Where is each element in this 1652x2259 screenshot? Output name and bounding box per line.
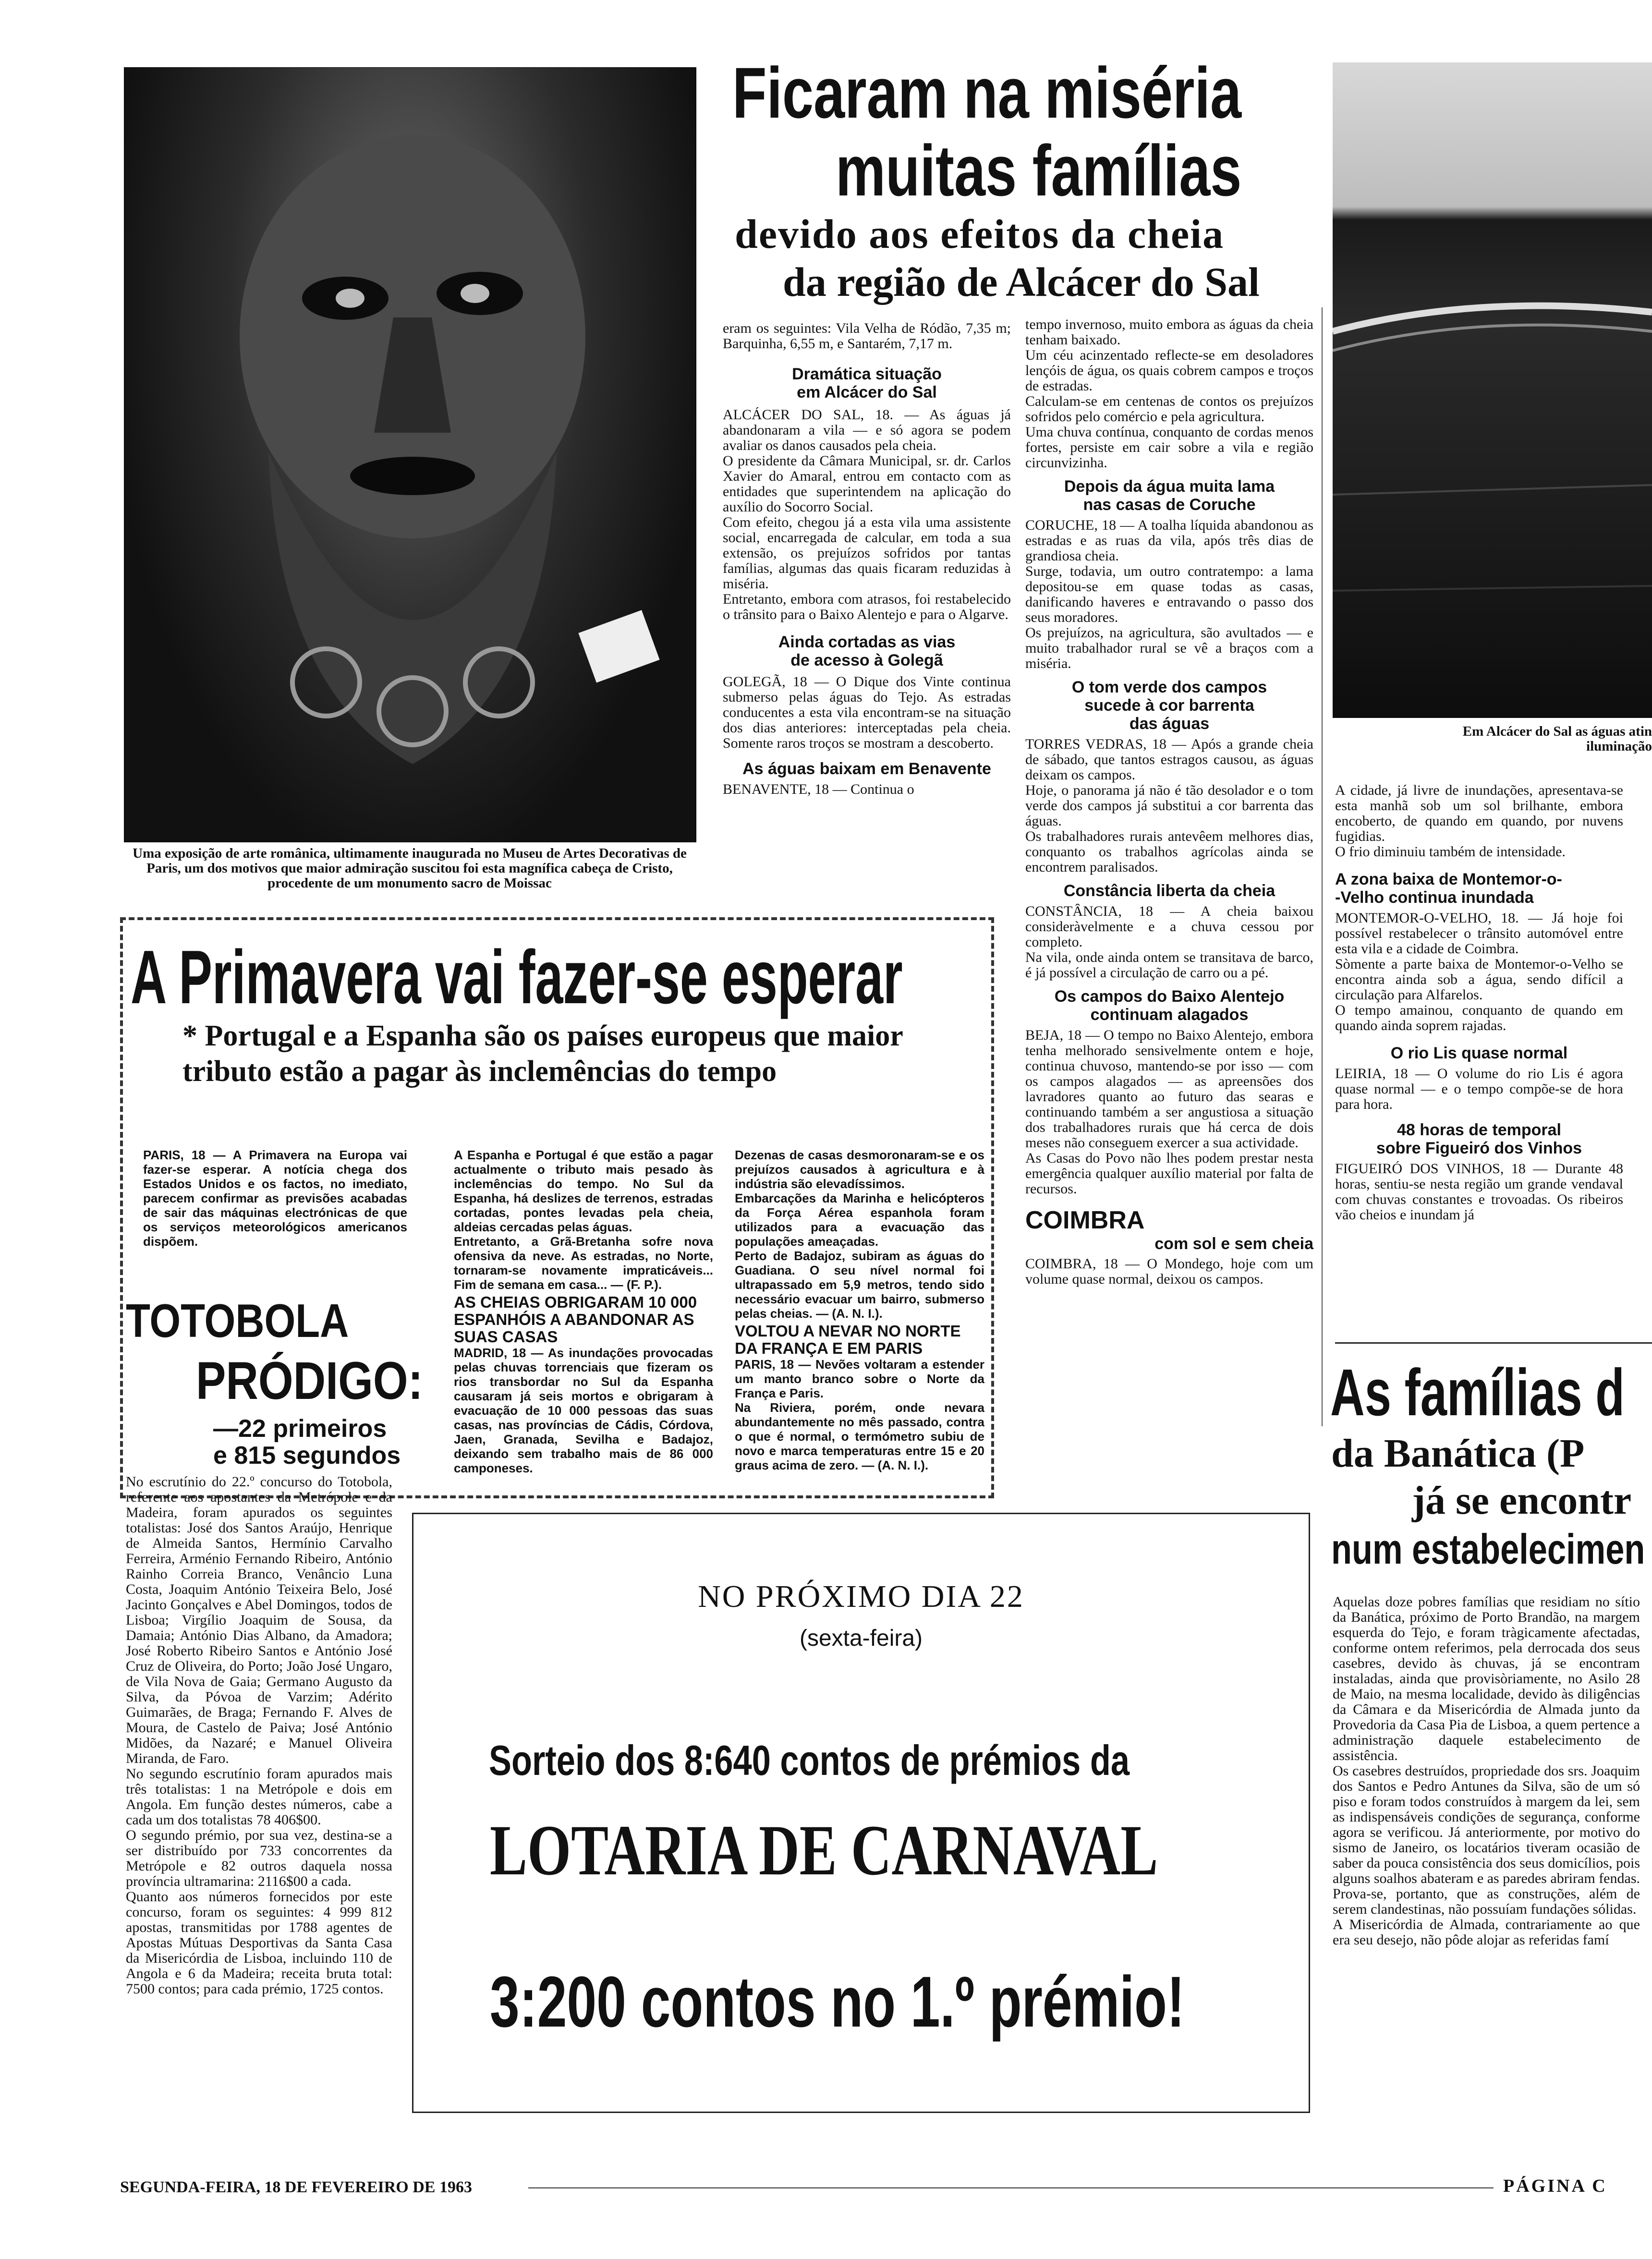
alcacer-flood-photo <box>1333 62 1652 718</box>
subhead-figueiro: 48 horas de temporal sobre Figueiró dos Vinhos <box>1376 1121 1582 1157</box>
totobola-text: No escrutínio do 22.º concurso do Totobola, referente aos apostantes da Metrópole e da Madeira, foram apurados os seguintes totalistas: José dos Santos Araújo, Henrique de Almeida Santos, Hermínio Carvalho Ferreira, Arménio Fernando Ribeiro, António Rainho Correia Branco, Venâncio Luna Costa, Joaquim António Teixeira Belo, José Jacinto Gonçalves e Abel Domingos, todos de Lisboa; Virgílio Joaquim de Sousa, da Damaia; António Dias Albano, da Amadora; José Roberto Ribeiro Santos e António José Cruz de Oliveira, do Porto; João José Ungaro, de Vila Nova de Gaia; Germano Augusto da Silva, da Póvoa de Varzim; Adérito Guimarães, de Braga; Fernando F. Alves de Moura, de Castelo de Paiva; José António Midões, da Nazaré; e Manuel Oliveira Miranda, de Faro. No segundo escrutínio foram apurados mais três totalistas: 1 na Metrópole e dois em Angola. Em função destes números, cabe a cada um dos totalistas 78 406$00. O segundo prémio, por sua vez, destina-se a ser distribuído por 733 concorrentes da Metrópole e 82 outros daquela nossa província ultramarina: 2116$00 a cada. Quanto aos números fornecidos por este concurso, foram os seguintes: 4 999 812 apostas, transmitidas por 1788 agentes de Apostas Mútuas Desportivas da Santa Casa da Misericórdia de Lisboa, incluindo 110 de Angola e 6 da Madeira; receita bruta total: 7500 contos; para cada prémio, 1725 contos. <box>126 1474 392 1997</box>
alcacer-text: ALCÁCER DO SAL, 18. — As águas já abandonaram a vila — e só agora se podem avaliar os danos causados pela cheia. O presidente da Câmara Municipal, sr. dr. Carlos Xavier do Amaral, entrou em contacto com as entidades que superintendem na aplicação do auxílio do Socorro Social. Com efeito, chegou já a esta vila uma assistente social, encarregada de calcular, em toda a sua extensão, os prejuízos sofridos por tantas famílias, algumas das quais ficaram reduzidas à miséria. Entretanto, embora com atrasos, foi restabelecido o trânsito para o Baixo Alentejo e para o Algarve. <box>723 407 1011 622</box>
coimbra-subhead: com sol e sem cheia <box>1154 1235 1313 1253</box>
main-story-col2 <box>1025 317 1313 1287</box>
subhead-montemor: A zona baixa de Montemor-o- -Velho continua inundada <box>1335 870 1562 907</box>
primavera-deck-text: Portugal e a Espanha são os países europeus que maior tributo estão a pagar às inclemências do tempo <box>182 1020 903 1088</box>
torres-vedras-text: TORRES VEDRAS, 18 — Após a grande cheia de sábado, que tantos estragos causou, as águas deixam os campos. Hoje, o panorama já não é tão desolador e o tom verde dos campos já substitui a cor barrenta das águas. Os trabalhadores rurais antevêem melhores dias, conquanto os trabalhos agrícolas ainda se encontrem paralisados. <box>1025 737 1313 875</box>
lotaria-sorteio: Sorteio dos 8:640 contos de prémios da <box>489 1737 1130 1784</box>
deck-bullet: * <box>182 1020 205 1052</box>
main-deck-line1: devido aos efeitos da cheia <box>735 211 1225 257</box>
totobola-body <box>126 1474 392 2151</box>
subhead-baixo-alentejo: Os campos do Baixo Alentejo continuam alagados <box>1054 987 1285 1024</box>
banatica-body <box>1333 1594 1640 2161</box>
right-column <box>1335 783 1623 1223</box>
column-separator <box>1322 307 1323 1426</box>
france-snow-head: VOLTOU A NEVAR NO NORTE DA FRANÇA E EM PARIS <box>735 1322 961 1357</box>
christ-head-photo <box>124 67 696 842</box>
lotaria-date: NO PRÓXIMO DIA 22 <box>698 1579 1024 1614</box>
primavera-headline: A Primavera vai fazer-se esperar <box>131 935 903 1020</box>
prodigo-head: PRÓDIGO: <box>196 1351 423 1410</box>
constancia-text: CONSTÂNCIA, 18 — A cheia baixou consideràvelmente e a chuva cessou por completo. Na vila, onde ainda ontem se transitava de barco, é já possível a circulação de carro ou a pé. <box>1025 904 1313 981</box>
main-deck-line2: da região de Alcácer do Sal <box>783 259 1260 305</box>
primavera-paris-text: PARIS, 18 — A Primavera na Europa vai fazer-se esperar. A notícia chega dos Estados Unidos e os factos, no imediato, parecem confirmar as previsões acabadas de sair das máquinas electrónicas de que os serviços meteorológicos americanos dispõem. <box>143 1148 407 1249</box>
primavera-col1 <box>143 1148 407 1249</box>
main-story-col1 <box>723 321 1011 797</box>
main-headline-line2: muitas famílias <box>836 130 1242 211</box>
col1-intro: eram os seguintes: Vila Velha de Ródão, 7,35 m; Barquinha, 6,55 m, e Santarém, 7,17 m. <box>723 321 1011 352</box>
golega-text: GOLEGÃ, 18 — O Dique dos Vinte continua submerso pelas águas do Tejo. As estradas conducentes a esta vila encontram-se na situação dos dias anteriores: interceptadas pela cheia. Somente raros troços se mostram a descoberto. <box>723 674 1011 751</box>
footer-page: PÁGINA C <box>1503 2176 1607 2196</box>
beja-text: BEJA, 18 — O tempo no Baixo Alentejo, embora tenha melhorado sensivelmente ontem e hoje, continua chuvoso, mantendo-se por isso — com os campos alagados — as apreensões dos lavradores quanto ao futuro das searas e continuando também a ser angustiosa a situação dos trabalhadores rurais que há cerca de dois meses não conseguem exercer a sua actividade. As Casas do Povo não lhes podem prestar nesta emergência qualquer auxílio material por falta de recursos. <box>1025 1028 1313 1197</box>
banatica-head1: As famílias d <box>1330 1356 1625 1430</box>
montemor-text: MONTEMOR-O-VELHO, 18. — Já hoje foi possível restabelecer o trânsito automóvel entre esta vila e a cidade de Coimbra. Sòmente a parte baixa de Montemor-o-Velho se encontra ainda sob a água, sendo difícil a circulação para Alfarelos. O tempo amainou, conquanto de quando em quando ainda soprem rajadas. <box>1335 911 1623 1033</box>
lotaria-weekday: (sexta-feira) <box>799 1626 923 1651</box>
coruche-text: CORUCHE, 18 — A toalha líquida abandonou as estradas e as ruas da vila, após três dias de grandiosa cheia. Surge, todavia, um outro contratempo: a lama depositou-se em quase todas as casas, danificando haveres e entravando o passo dos seus moradores. Os prejuízos, na agricultura, são avultados — e muito trabalhador rural se vê a braços com a miséria. <box>1025 518 1313 671</box>
banatica-text: Aquelas doze pobres famílias que residiam no sítio da Banática, próximo de Porto Brandão, na margem esquerda do Tejo, e foram tràgicamente afectadas, conforme ontem referimos, pela derrocada dos seus casebres, devido às chuvas, já se encontram instaladas, ainda que provisòriamente, no Asilo 28 de Maio, na mesma localidade, devido às diligências da Câmara e da Misericórdia de Almada junto da Provedoria da Casa Pia de Lisboa, a quem pertence a administração daquele estabelecimento de assistência. Os casebres destruídos, propriedade dos srs. Joaquim dos Santos e Pedro Antunes da Silva, são de um só piso e foram todos construídos à margem da lei, sem as indispensáveis condições de segurança, conforme agora se verificou. Já anteriormente, por motivo do sismo de Janeiro, os locatários tiveram ocasião de saber da pouca consistência dos seus domicílios, pois alguns soalhos abateram e as paredes abriram fendas. Prova-se, portanto, que as construções, além de serem clandestinas, não possuíam fundações sólidas. A Misericórdia de Almada, contrariamente ao que era seu desejo, não pôde alojar as referidas famí <box>1333 1594 1640 1948</box>
guadiana-text: Dezenas de casas desmoronaram-se e os prejuízos causados à agricultura e à indústria são elevadíssimos. Embarcações da Marinha e helicópteros da Força Aérea espanhola foram utilizados para a evacuação das populações ameaçadas. Perto de Badajoz, subiram as águas do Guadiana. O seu nível normal foi ultrapassado em 5,9 metros, tendo sido necessário evacuar um bairro, submerso pelas cheias. — (A. N. I.). <box>735 1148 984 1321</box>
alcacer-flood-caption: Em Alcácer do Sal as águas atin iluminação <box>1462 724 1652 754</box>
primavera-deck <box>182 1018 970 1089</box>
footer-date: SEGUNDA-FEIRA, 18 DE FEVEREIRO DE 1963 <box>120 2178 472 2196</box>
christ-head-caption: Uma exposição de arte românica, ultimamente inaugurada no Museu de Artes Decorativas de Paris, um dos motivos que maior admiração suscitou foi esta magnífica cabeça de Cristo, procedente de um monumento sacro de Moissac <box>133 846 687 891</box>
primavera-col3 <box>735 1148 984 1472</box>
primavera-spain-text: A Espanha e Portugal é que estão a pagar actualmente o tributo mais pesado às inclemências do tempo. No Sul da Espanha, há deslizes de terrenos, estradas cortadas, pontes levadas pela cheia, aldeias cercadas pelas águas. Entretanto, a Grã-Bretanha sofre nova ofensiva da neve. As estradas, no Norte, tornaram-se novamente impraticáveis... Fim de semana em casa... — (F. P.). <box>454 1148 713 1292</box>
leiria-text: LEIRIA, 18 — O volume do rio Lis é agora quase normal — e o tempo compõe-se de hora para hora. <box>1335 1066 1623 1112</box>
lotaria-premio: 3:200 contos no 1.º prémio! <box>490 1961 1185 2042</box>
benavente-text: BENAVENTE, 18 — Continua o <box>723 782 914 797</box>
christ-head-sculpture-icon <box>124 68 696 842</box>
coimbra-city-text: A cidade, já livre de inundações, apresentava-se esta manhã sob um sol brilhante, embora encoberto, de quando em quando, por nuvens fugidias. O frio diminuiu também de intensidade. <box>1335 783 1623 860</box>
col2-text1: tempo invernoso, muito embora as águas da cheia tenham baixado. Um céu acinzentado reflecte-se em desoladores lençóis de água, os quais cobrem campos e troços de estradas. Calculam-se em centenas de contos os prejuízos sofridos pelo comércio e pela agricultura. Uma chuva contínua, conquanto de cordas menos fortes, persiste em cair sobre a vila e região circunvizinha. <box>1025 317 1313 471</box>
subhead-constancia: Constância liberta da cheia <box>1063 882 1275 900</box>
figueiro-text: FIGUEIRÓ DOS VINHOS, 18 — Durante 48 horas, sentiu-se nesta região um grande vendaval com chuvas constantes e trovoadas. Os ribeiros vão cheios e inundam já <box>1335 1161 1623 1223</box>
bridge-icon <box>1333 62 1652 718</box>
paris-snow-text: PARIS, 18 — Nevões voltaram a estender um manto branco sobre o Norte da França e Paris. Na Riviera, porém, onde nevara abundantemente no mês passado, contra o que é normal, o termómetro subiu de novo e marca temperaturas entre 15 e 20 graus acima de zero. — (A. N. I.). <box>735 1357 984 1472</box>
subhead-benavente: As águas baixam em Benavente <box>742 760 991 778</box>
subhead-rio-lis: O rio Lis quase normal <box>1390 1044 1568 1062</box>
lotaria-carnaval: LOTARIA DE CARNAVAL <box>490 1810 1158 1890</box>
subhead-alcacer: Dramática situação em Alcácer do Sal <box>792 365 942 401</box>
primavera-col2 <box>454 1148 713 1475</box>
subhead-golega: Ainda cortadas as vias de acesso à Golegã <box>778 633 956 669</box>
subhead-coruche: Depois da água muita lama nas casas de Coruche <box>1064 477 1275 514</box>
coimbra-text: COIMBRA, 18 — O Mondego, hoje com um volume quase normal, deixou os campos. <box>1025 1256 1313 1287</box>
spain-floods-head: AS CHEIAS OBRIGARAM 10 000 ESPANHÓIS A ABANDONAR AS SUAS CASAS <box>454 1293 697 1346</box>
main-headline-line1: Ficaram na miséria <box>732 52 1242 133</box>
totobola-head: TOTOBOLA <box>126 1294 349 1347</box>
banatica-rule <box>1335 1342 1652 1344</box>
madrid-text: MADRID, 18 — As inundações provocadas pelas chuvas torrenciais que fizeram os rios transbordar no Sul da Espanha causaram já seis mortos e obrigaram à evacuação de 10 000 pessoas das suas casas, nas províncias de Cádis, Córdova, Jaen, Granada, Sevilha e Badajoz, deixando sem trabalho mais de 86 000 camponeses. <box>454 1346 713 1475</box>
banatica-head3: já se encontr <box>1412 1478 1632 1523</box>
subhead-torres-vedras: O tom verde dos campos sucede à cor barrenta das águas <box>1071 678 1267 733</box>
footer-rule <box>528 2187 1494 2188</box>
banatica-head2: da Banática (P <box>1331 1431 1585 1476</box>
totobola-sub1: —22 primeiros <box>213 1415 387 1443</box>
banatica-head4: num estabelecimen <box>1331 1525 1645 1573</box>
coimbra-head: COIMBRA <box>1025 1206 1145 1234</box>
totobola-sub2: e 815 segundos <box>213 1442 401 1470</box>
